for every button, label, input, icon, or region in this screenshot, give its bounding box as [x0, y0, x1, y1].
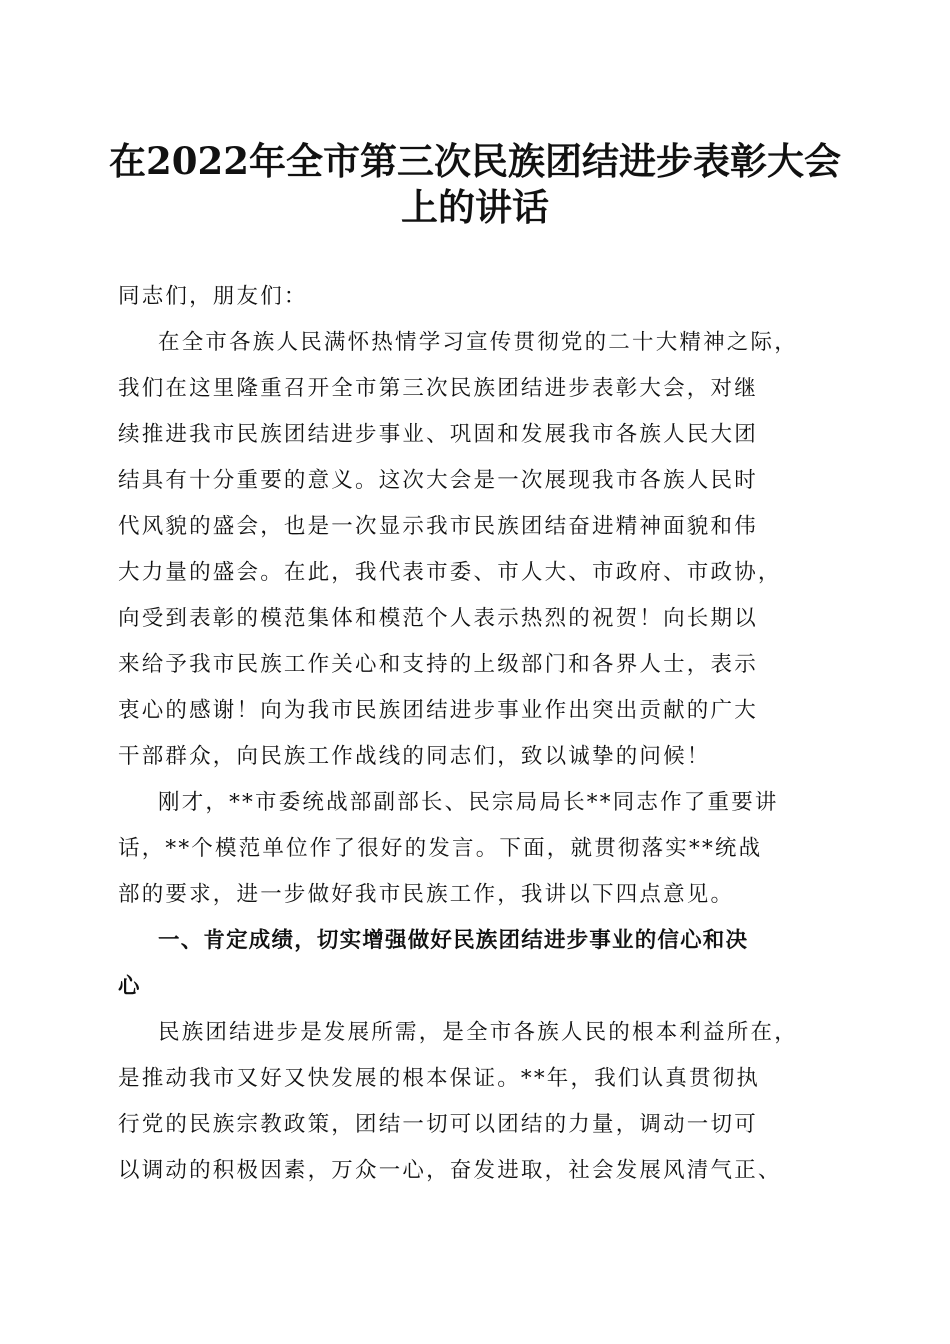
paragraph-line: 行党的民族宗教政策，团结一切可以团结的力量，调动一切可 — [118, 1112, 758, 1137]
paragraph-line: 代风貌的盛会，也是一次显示我市民族团结奋进精神面貌和伟 — [118, 514, 758, 539]
salutation: 同志们，朋友们： — [118, 284, 308, 309]
section-heading: 心 — [118, 974, 141, 999]
paragraph-line: 大力量的盛会。在此，我代表市委、市人大、市政府、市政协， — [118, 560, 782, 585]
paragraph-line: 刚才，**市委统战部副部长、民宗局局长**同志作了重要讲 — [158, 790, 779, 815]
document-title-line-2: 上的讲话 — [401, 185, 549, 229]
paragraph-line: 部的要求，进一步做好我市民族工作，我讲以下四点意见。 — [118, 882, 735, 907]
paragraph-line: 续推进我市民族团结进步事业、巩固和发展我市各族人民大团 — [118, 422, 758, 447]
paragraph-line: 结具有十分重要的意义。这次大会是一次展现我市各族人民时 — [118, 468, 758, 493]
paragraph-line: 我们在这里隆重召开全市第三次民族团结进步表彰大会，对继 — [118, 376, 758, 401]
paragraph-line: 话，**个模范单位作了很好的发言。下面，就贯彻落实**统战 — [118, 836, 763, 861]
paragraph-line: 是推动我市又好又快发展的根本保证。**年，我们认真贯彻执 — [118, 1066, 761, 1091]
paragraph-line: 在全市各族人民满怀热情学习宣传贯彻党的二十大精神之际， — [158, 330, 798, 355]
section-heading: 一、肯定成绩，切实增强做好民族团结进步事业的信心和决 — [158, 928, 749, 953]
paragraph-line: 来给予我市民族工作关心和支持的上级部门和各界人士，表示 — [118, 652, 758, 677]
paragraph-line: 干部群众，向民族工作战线的同志们，致以诚挚的问候！ — [118, 744, 711, 769]
paragraph-line: 民族团结进步是发展所需，是全市各族人民的根本利益所在， — [158, 1020, 798, 1045]
document-title-line-1: 在2022年全市第三次民族团结进步表彰大会 — [109, 139, 841, 183]
paragraph-line: 向受到表彰的模范集体和模范个人表示热烈的祝贺！向长期以 — [118, 606, 758, 631]
paragraph-line: 以调动的积极因素，万众一心，奋发进取，社会发展风清气正、 — [118, 1158, 782, 1183]
paragraph-line: 衷心的感谢！向为我市民族团结进步事业作出突出贡献的广大 — [118, 698, 758, 723]
